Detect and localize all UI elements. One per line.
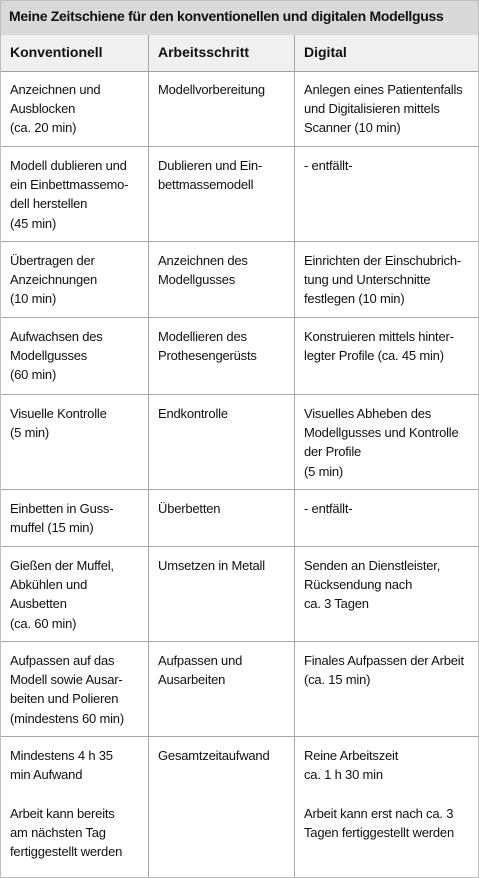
header-arbeitsschritt: Arbeitsschritt [158,44,250,60]
cell-konventionell: Gießen der Muffel, Abkühlen und Ausbetten (ca. 60 min) [10,558,114,631]
cell-digital: Finales Aufpassen der Arbeit (ca. 15 min) [304,653,464,688]
cell-digital: - entfällt- [304,501,353,516]
cell-digital: - entfällt- [304,158,353,173]
cell-konventionell: Mindestens 4 h 35 min Aufwand Arbeit kann bereits am nächsten Tag fertiggestellt werden [10,748,123,860]
table-row [1,490,478,547]
cell-digital: Visuelles Abheben des Modellgusses und Kontrolle der Profile (5 min) [304,406,459,479]
table-row [1,318,478,395]
cell-arbeitsschritt: Modellieren des Prothesengerüsts [158,329,257,364]
cell-arbeitsschritt: Gesamtzeitaufwand [158,748,270,763]
cell-arbeitsschritt: Anzeichnen des Modellgusses [158,253,248,288]
table-row [1,147,478,242]
cell-arbeitsschritt: Dublieren und Ein- bettmassemodell [158,158,263,193]
table-row [1,737,478,877]
cell-konventionell: Einbetten in Guss- muffel (15 min) [10,501,114,536]
table-title-bar [1,1,478,35]
cell-digital: Senden an Dienstleister, Rücksendung nach ca. 3 Tagen [304,558,441,612]
cell-arbeitsschritt: Aufpassen und Ausarbeiten [158,653,243,688]
cell-konventionell: Anzeichnen und Ausblocken (ca. 20 min) [10,82,101,136]
header-konventionell: Konventionell [10,44,103,60]
cell-arbeitsschritt: Überbetten [158,501,221,516]
column-divider [148,35,149,877]
cell-digital: Einrichten der Einschubrich- tung und Unterschnitte festlegen (10 min) [304,253,461,307]
table-title: Meine Zeitschiene für den konventionellen und digitalen Modellguss [9,8,444,24]
cell-konventionell: Aufwachsen des Modellgusses (60 min) [10,329,103,383]
cell-arbeitsschritt: Umsetzen in Metall [158,558,265,573]
cell-konventionell: Modell dublieren und ein Einbettmassemo- dell herstellen (45 min) [10,158,129,231]
cell-digital: Reine Arbeitszeit ca. 1 h 30 min Arbeit kann erst nach ca. 3 Tagen fertiggestellt werden [304,748,454,840]
table-row [1,242,478,318]
cell-arbeitsschritt: Endkontrolle [158,406,228,421]
column-divider [294,35,295,877]
table-row [1,547,478,642]
table-header-row [1,35,478,72]
cell-digital: Anlegen eines Patientenfalls und Digitalisieren mittels Scanner (10 min) [304,82,463,136]
header-digital: Digital [304,44,347,60]
table-row [1,71,478,147]
cell-konventionell: Visuelle Kontrolle (5 min) [10,406,107,441]
cell-arbeitsschritt: Modellvorbereitung [158,82,265,97]
cell-konventionell: Aufpassen auf das Modell sowie Ausar- beiten und Polieren (mindestens 60 min) [10,653,124,726]
table-row [1,642,478,737]
table-row [1,395,478,490]
cell-digital: Konstruieren mittels hinter- legter Profile (ca. 45 min) [304,329,454,364]
cell-konventionell: Übertragen der Anzeichnungen (10 min) [10,253,98,307]
